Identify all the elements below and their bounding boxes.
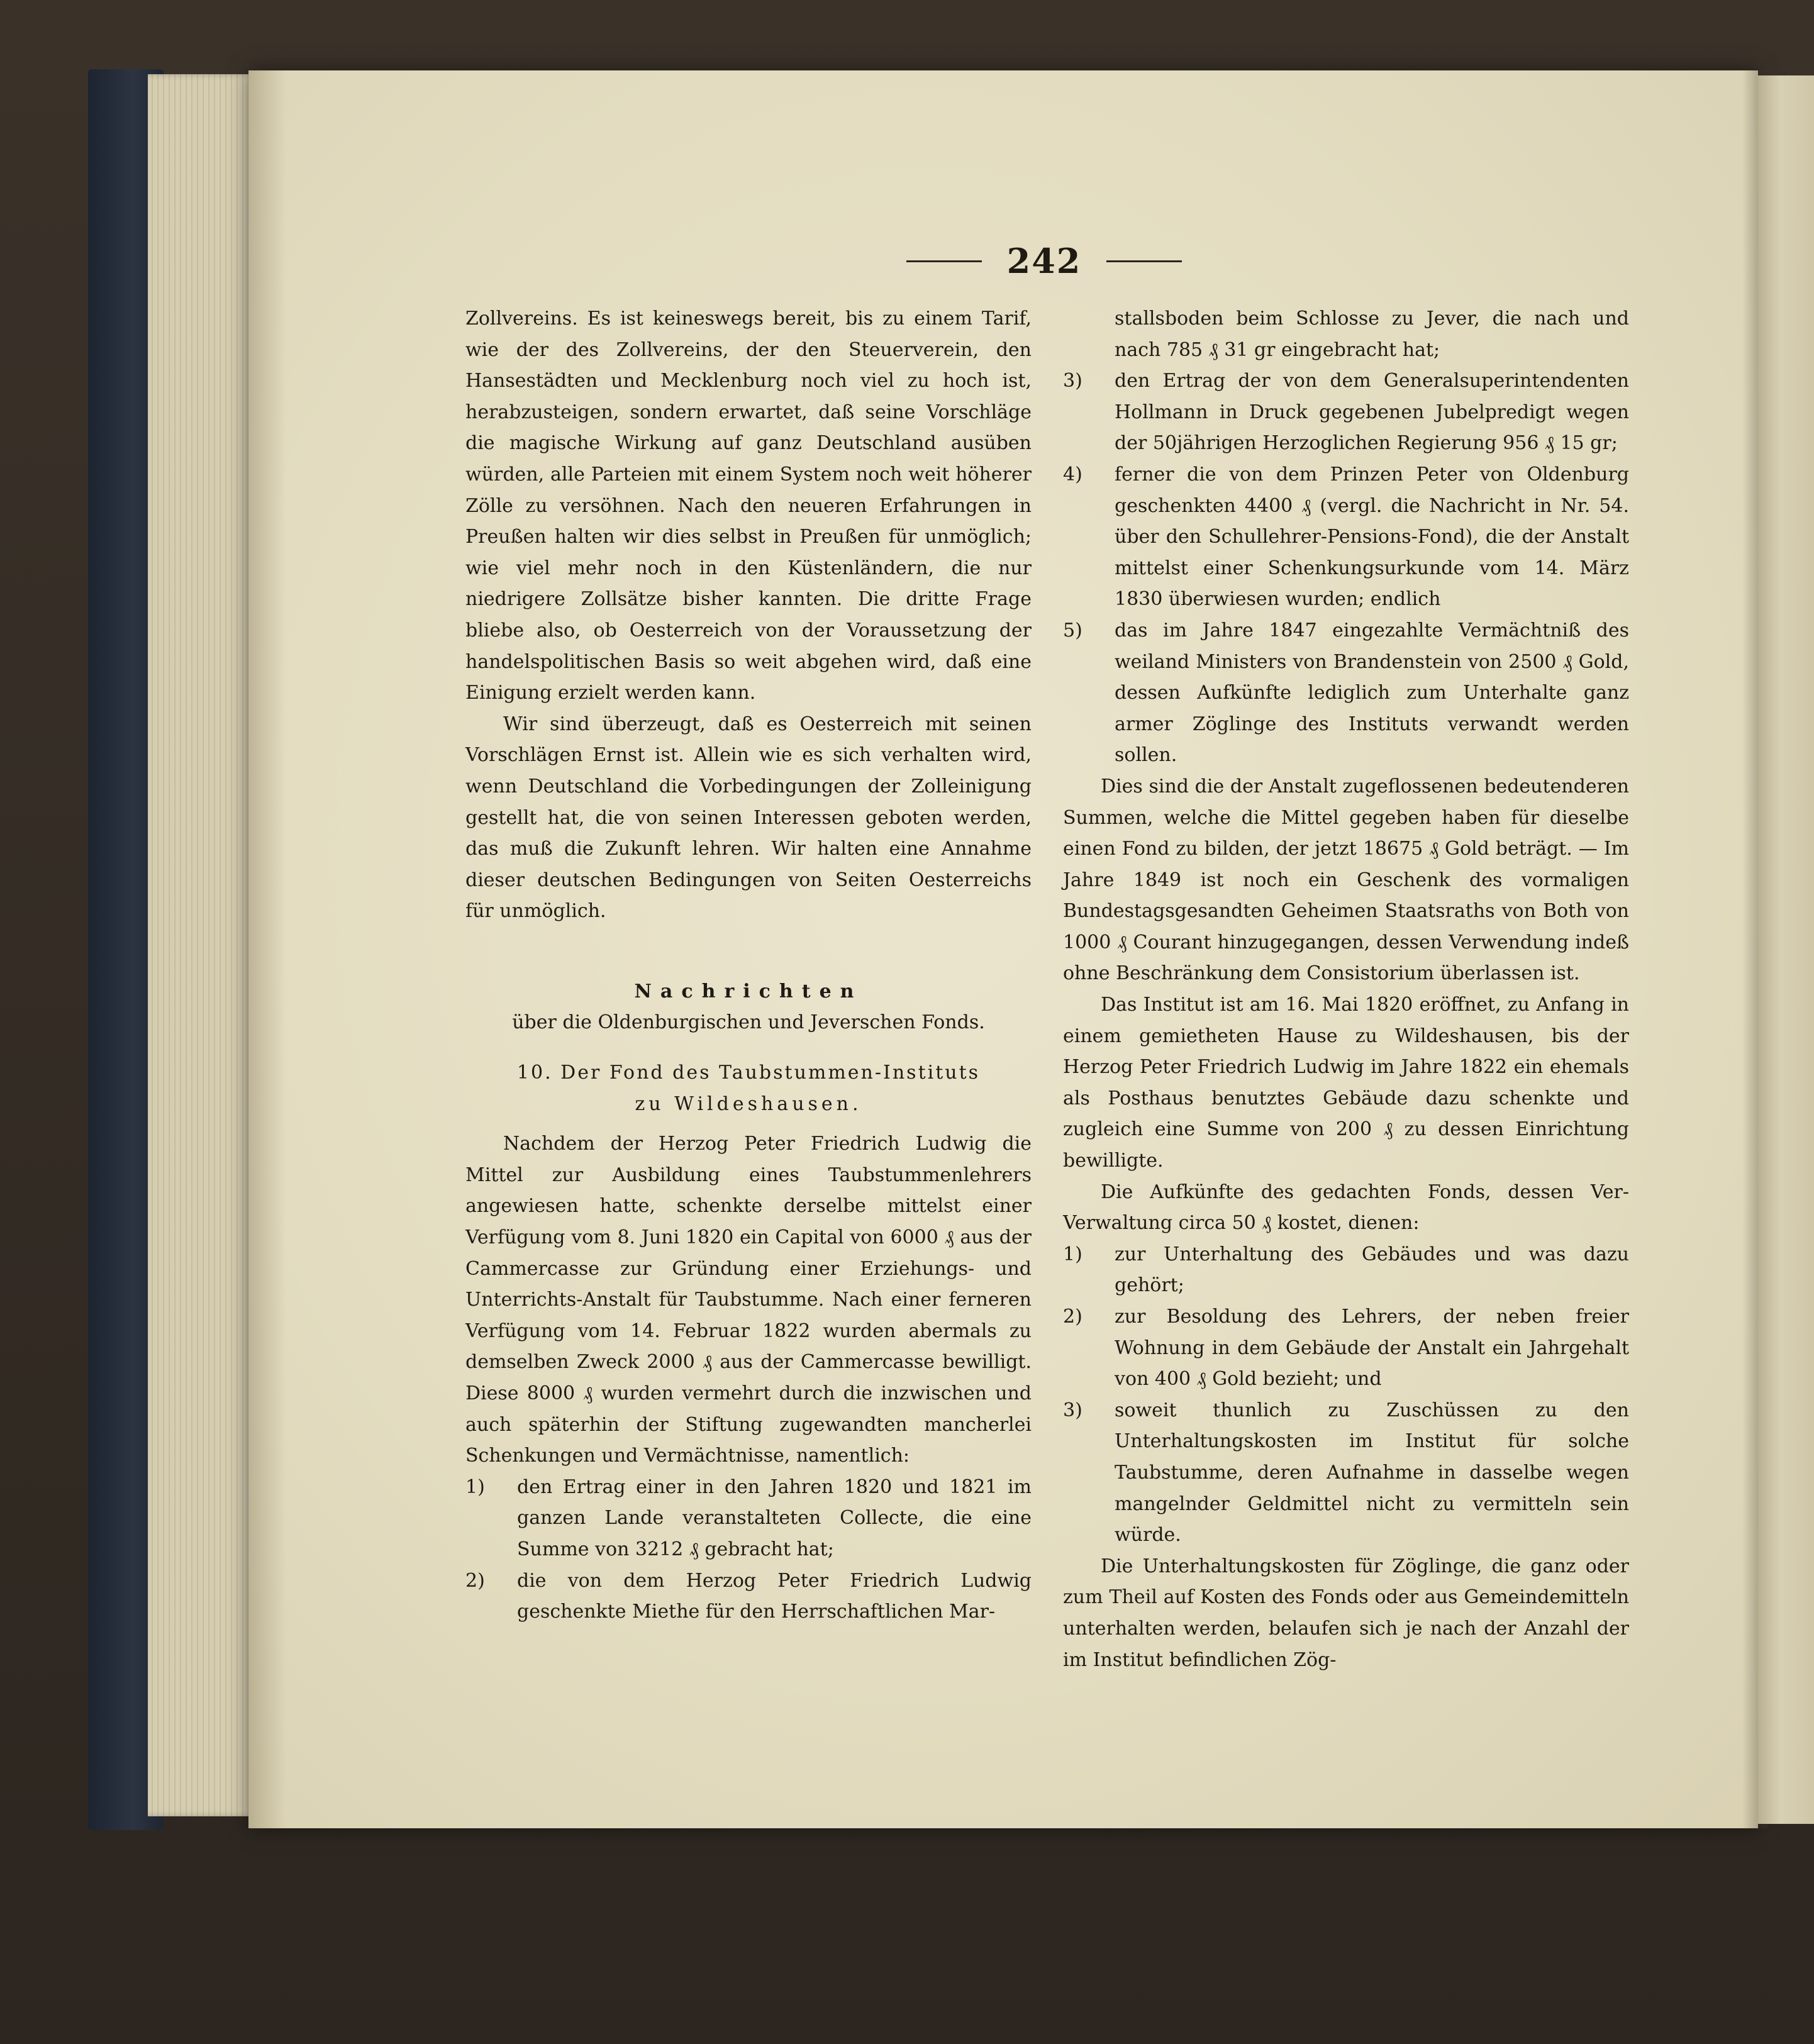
news-title: Nachrichten (634, 980, 863, 1003)
paragraph: Wir sind überzeugt, daß es Oesterreich mit seinen Vorschlägen Ernst ist. Allein wie es sich verhalten wird, wenn Deutschland die Vorbedingungen der Zolleinigung gestellt hat, die von seinen Interessen geboten werden, das muß die Zukunft lehren. Wir halten eine Annahme dieser deutschen Bedingungen von Seiten Oesterreichs für unmöglich. (465, 713, 1032, 923)
list-item-number: 3) (1063, 370, 1082, 392)
page-number: 242 (1006, 241, 1082, 281)
page-edges (148, 74, 255, 1816)
list-item-text: den Ertrag der von dem Generalsuperintendenten Hollmann in Druck gegebenen Jubelpredigt wegen der 50jährigen Herzoglichen Regierung 956 ₰ 15 gr; (1115, 370, 1629, 455)
header-rule-right (1106, 260, 1182, 262)
list-item-number: 2) (465, 1569, 485, 1592)
list-item-number: 5) (1063, 619, 1082, 642)
section-title-line: 10. Der Fond des Taubstummen-Instituts (516, 1062, 981, 1084)
list-item-number: 1) (1063, 1243, 1082, 1265)
list-item-text: ferner die von dem Prinzen Peter von Oldenburg geschenkten 4400 ₰ (vergl. die Nachricht in Nr. 54. über den Schullehrer-Pensions-Fond), die der Anstalt mittelst einer Schenkungsurkunde vom 14. März 1830 überwiesen wurden; endlich (1115, 463, 1629, 611)
header-rule-left (906, 260, 982, 262)
list-item-number: 1) (465, 1475, 485, 1498)
list-item-number: 2) (1063, 1306, 1082, 1328)
list-item (1063, 615, 1629, 771)
list-item (1063, 1239, 1629, 1301)
paragraph: Dies sind die der Anstalt zugeflossenen bedeutenderen Summen, welche die Mittel gegeben haben für dieselbe einen Fond zu bilden, der jetzt 18675 ₰ Gold beträgt. — Im Jahre 1849 ist noch ein Geschenk des vormaligen Bundestagsgesandten Geheimen Staatsraths von Both von 1000 ₰ Courant hinzugegangen, dessen Verwendung indeß ohne Beschränkung dem Consistorium überlassen ist. (1063, 775, 1629, 985)
list-item-text: soweit thunlich zu Zuschüssen zu den Unterhaltungskosten im Institut für solche Taubstumme, deren Aufnahme in dasselbe wegen mangelnder Geldmittel nicht zu vermitteln sein würde. (1115, 1399, 1629, 1547)
facing-page (1758, 75, 1814, 1824)
list-item-continuation (1063, 303, 1629, 365)
right-column (1063, 303, 1629, 1675)
list-item-text: die von dem Herzog Peter Friedrich Ludwig geschenkte Miethe für den Herrschaftlichen Mar- (517, 1569, 1032, 1623)
page-shadow (248, 70, 286, 1828)
list-item (1063, 1301, 1629, 1395)
list-item (1063, 365, 1629, 459)
paragraph: Nachdem der Herzog Peter Friedrich Ludwig die Mittel zur Ausbildung eines Taubstummenlehrers angewiesen hatte, schenkte derselbe mittelst einer Verfügung vom 8. Juni 1820 ein Capital von 6000 ₰ aus der Cammercasse zur Gründung einer Erziehungs- und Unterrichts-Anstalt für Taubstumme. Nach einer ferneren Verfügung vom 14. Februar 1822 wurden abermals zu demselben Zweck 2000 ₰ aus der Cammercasse bewilligt. Diese 8000 ₰ wurden vermehrt durch die inzwischen und auch späterhin der Stiftung zugewandten mancherlei Schenkungen und Vermächtnisse, namentlich: (465, 1133, 1032, 1467)
list-item-text: den Ertrag einer in den Jahren 1820 und 1821 im ganzen Lande veranstalteten Collecte, die eine Summe von 3212 ₰ gebracht hat; (517, 1475, 1032, 1560)
section-title (465, 1057, 1032, 1119)
list-item-number: 4) (1063, 463, 1082, 486)
list-item-text: zur Besoldung des Lehrers, der neben freier Wohnung in dem Gebäude der Anstalt ein Jahrgehalt von 400 ₰ Gold bezieht; und (1115, 1306, 1629, 1391)
paragraph: Die Unterhaltungskosten für Zöglinge, die ganz oder zum Theil auf Kosten des Fonds oder aus Gemeindemitteln unterhalten werden, belaufen sich je nach der Anzahl der im Institut befindlichen Zög- (1063, 1555, 1629, 1671)
paragraph: Das Institut ist am 16. Mai 1820 eröffnet, zu Anfang in einem gemietheten Hause zu Wildeshausen, bis der Herzog Peter Friedrich Ludwig im Jahre 1822 ein ehemals als Posthaus benutztes Gebäude dazu schenkte und zugleich eine Summe von 200 ₰ zu dessen Einrichtung bewilligte. (1063, 994, 1629, 1172)
paragraph: Die Aufkünfte des gedachten Fonds, dessen Ver-Verwaltung circa 50 ₰ kostet, dienen: (1063, 1180, 1629, 1235)
left-column (465, 303, 1032, 1628)
list-item-text: stallsboden beim Schlosse zu Jever, die nach und nach 785 ₰ 31 gr eingebracht hat; (1115, 308, 1629, 361)
list-item (465, 1472, 1032, 1565)
list-item-text: das im Jahre 1847 eingezahlte Vermächtniß des weiland Ministers von Brandenstein von 2500 ₰ Gold, dessen Aufkünfte lediglich zum Unterhalte ganz armer Zöglinge des Instituts verwandt werden sollen. (1115, 619, 1629, 767)
list-item (465, 1565, 1032, 1628)
news-subtitle: über die Oldenburgischen und Jeverschen Fonds. (512, 1011, 985, 1034)
list-item-text: zur Unterhaltung des Gebäudes und was dazu gehört; (1115, 1243, 1629, 1297)
page-header (881, 239, 1208, 283)
list-item (1063, 1395, 1629, 1551)
section-title-line: zu Wildeshausen. (635, 1092, 862, 1115)
list-item (1063, 459, 1629, 615)
list-item-number: 3) (1063, 1399, 1082, 1421)
paragraph: Zollvereins. Es ist keineswegs bereit, bis zu einem Tarif, wie der des Zollvereins, der den Steuerverein, den Hansestädten und Mecklenburg noch viel zu hoch ist, herabzusteigen, sondern erwartet, daß seine Vorschläge die magische Wirkung auf ganz Deutschland ausüben würden, alle Parteien mit einem System noch weit höherer Zölle zu versöhnen. Nach den neueren Erfahrungen in Preußen halten wir dies selbst in Preußen für unmöglich; wie viel mehr noch in den Küstenländern, die nur niedrigere Zollsätze bisher kannten. Die dritte Frage bliebe also, ob Oesterreich von der Voraussetzung der handelspolitischen Basis so weit abgehen wird, daß eine Einigung erzielt werden kann. (465, 308, 1032, 704)
